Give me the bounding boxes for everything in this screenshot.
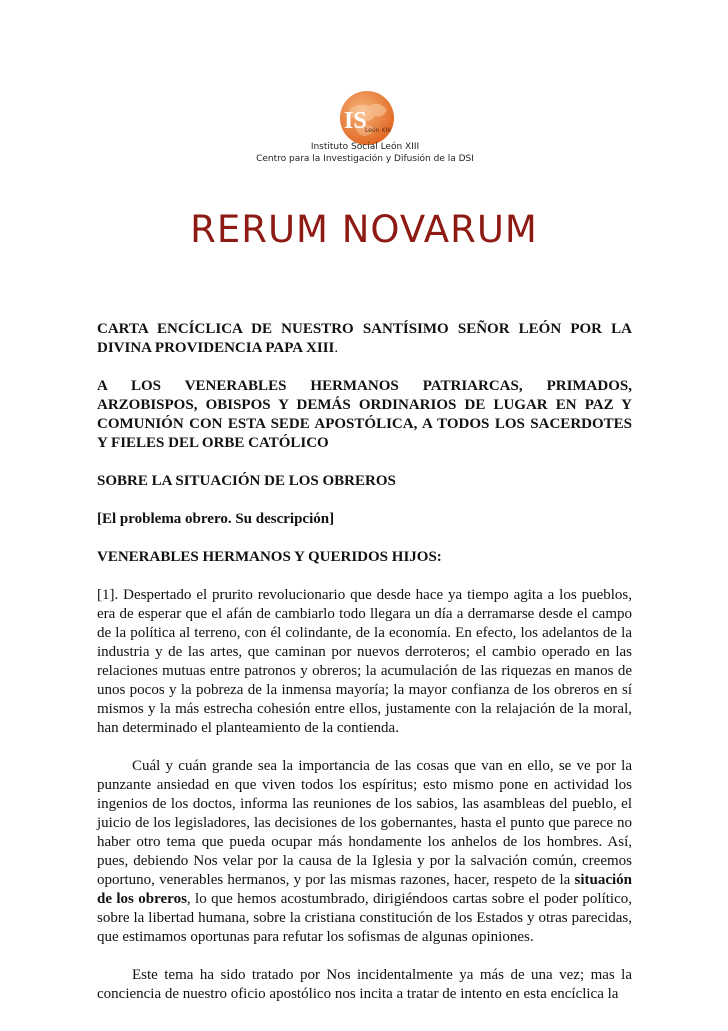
document-title: RERUM NOVARUM [190,208,538,251]
subject-heading: SOBRE LA SITUACIÓN DE LOS OBREROS [97,473,396,489]
section-heading: [El problema obrero. Su descripción] [97,511,335,527]
institute-logo-icon [335,88,395,148]
encyclical-heading-text: CARTA ENCÍCLICA DE NUESTRO SANTÍSIMO SEÑOR LEÓN POR LA DIVINA PROVIDENCIA PAPA XIII [97,321,632,356]
institute-name: Instituto Social León XIII [310,142,420,152]
document-body [97,320,632,1004]
paragraph-2 [97,757,632,947]
institute-center: Centro para la Investigación y Difusión de la DSI [256,154,474,164]
paragraph-2-end: , lo que hemos acostumbrado, dirigiéndoos cartas sobre el poder político, sobre la libertad humana, sobre la cristiana constitución de los Estados y otras parecidas, que estimamos oportunas para refutar los sofismas de algunas opiniones. [97,891,632,945]
encyclical-heading [97,320,632,358]
svg-text:León XIII: León XIII [365,127,391,134]
paragraph-2-start: Cuál y cuán grande sea la importancia de las cosas que van en ello, se ve por la punzante ansiedad en que viven todos los espíritus; esto mismo pone en actividad los ingenios de los doctos, informa las reuniones de los sabios, las asambleas del pueblo, el juicio de los legisladores, las decisiones de los gobernantes, hasta el punto que parece no haber otro tema que pueda ocupar más hondamente los anhelos de los hombres. Así, pues, debiendo Nos velar por la causa de la Iglesia y por la salvación común, creemos oportuno, venerables hermanos, y por las mismas razones, hacer, respeto de la [97,758,632,888]
paragraph-1: [1]. Despertado el prurito revolucionario que desde hace ya tiempo agita a los pueblos, era de esperar que el afán de cambiarlo todo llegara un día a derramarse desde el campo de la política al terreno, con él colindante, de la economía. En efecto, los adelantos de la industria y de las artes, que caminan por nuevos derroteros; el cambio operado en las relaciones mutuas entre patronos y obreros; la acumulación de las riquezas en manos de unos pocos y la pobreza de la inmensa mayoría; la mayor confianza de los obreros en sí mismos y la más estrecha cohesión entre ellos, justamente con la relajación de la moral, han determinado el planteamiento de la contienda. [97,587,632,736]
paragraph-2-emphasis: situación de los obreros [97,872,632,907]
paragraph-3: Este tema ha sido tratado por Nos incidentalmente ya más de una vez; mas la conciencia de nuestro oficio apostólico nos incita a tratar de intento en esta encíclica la [97,967,632,1002]
encyclical-heading-period: . [334,340,339,356]
salutation: VENERABLES HERMANOS Y QUERIDOS HIJOS: [97,549,442,565]
svg-text:IS: IS [344,108,367,134]
addressees-heading: A LOS VENERABLES HERMANOS PATRIARCAS, PRIMADOS, ARZOBISPOS, OBISPOS Y DEMÁS ORDINARIOS DE LUGAR EN PAZ Y COMUNIÓN CON ESTA SEDE APOSTÓLICA, A TODOS LOS SACERDOTES Y FIELES DEL ORBE CATÓLICO [97,378,632,451]
